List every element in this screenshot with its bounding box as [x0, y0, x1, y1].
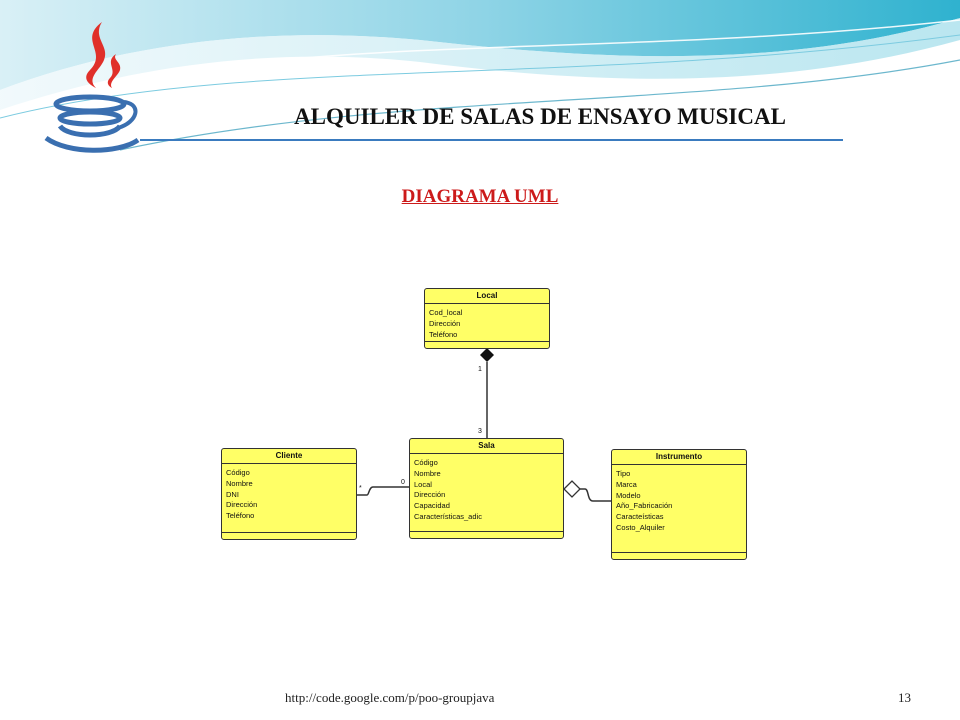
class-cliente-operations	[222, 532, 356, 533]
attribute: Cod_local	[429, 308, 463, 317]
class-instrumento-operations	[612, 552, 746, 553]
class-cliente-attributes	[222, 464, 356, 522]
attribute: Costo_Alquiler	[616, 522, 665, 532]
class-sala-operations	[410, 531, 563, 532]
attribute: Código	[226, 468, 250, 477]
class-local-attributes	[425, 304, 549, 340]
attribute: Dirección	[226, 500, 258, 510]
attribute: Nombre	[226, 478, 253, 488]
multiplicity-sala-side: 3	[478, 428, 482, 435]
cliente-sala-line	[357, 487, 409, 495]
class-cliente	[221, 448, 357, 540]
attribute: Tipo	[616, 469, 631, 478]
multiplicity-local-side: 1	[478, 366, 482, 373]
slide-title: ALQUILER DE SALAS DE ENSAYO MUSICAL	[294, 104, 786, 129]
class-local-name: Local	[425, 289, 549, 304]
attribute: Año_Fabricación	[616, 501, 673, 511]
class-instrumento-attributes	[612, 465, 746, 534]
attribute: Dirección	[429, 318, 461, 328]
uml-diagram	[215, 282, 752, 562]
class-local-operations	[425, 341, 549, 342]
class-sala-attributes	[410, 454, 563, 523]
page-number: 13	[898, 690, 911, 705]
class-cliente-name: Cliente	[222, 449, 356, 464]
aggregation-diamond	[564, 481, 580, 497]
title-underline	[140, 139, 843, 141]
attribute: Modelo	[616, 490, 641, 500]
sala-instrumento-line	[580, 489, 611, 501]
java-coffee-cup-icon	[38, 18, 148, 158]
class-local	[424, 288, 550, 349]
attribute: Nombre	[414, 468, 441, 478]
class-sala-name: Sala	[410, 439, 563, 454]
class-instrumento	[611, 449, 747, 560]
attribute: Código	[414, 458, 438, 467]
attribute: Teléfono	[429, 329, 458, 339]
attribute: Dirección	[414, 490, 446, 500]
attribute: Características_adic	[414, 511, 482, 521]
class-sala	[409, 438, 564, 539]
slide-subtitle: DIAGRAMA UML	[401, 186, 559, 207]
attribute: Teléfono	[226, 511, 255, 521]
attribute: Capacidad	[414, 501, 450, 511]
attribute: DNI	[226, 489, 239, 499]
multiplicity-sala-cliente-side: 0	[401, 479, 405, 486]
attribute: Local	[414, 479, 432, 489]
attribute: Marca	[616, 479, 637, 489]
multiplicity-cliente-side: *	[359, 485, 362, 492]
class-instrumento-name: Instrumento	[612, 450, 746, 465]
composition-diamond	[480, 348, 494, 362]
attribute: Caracteísticas	[616, 512, 664, 522]
footer-link[interactable]: http://code.google.com/p/poo-groupjava	[285, 690, 495, 705]
